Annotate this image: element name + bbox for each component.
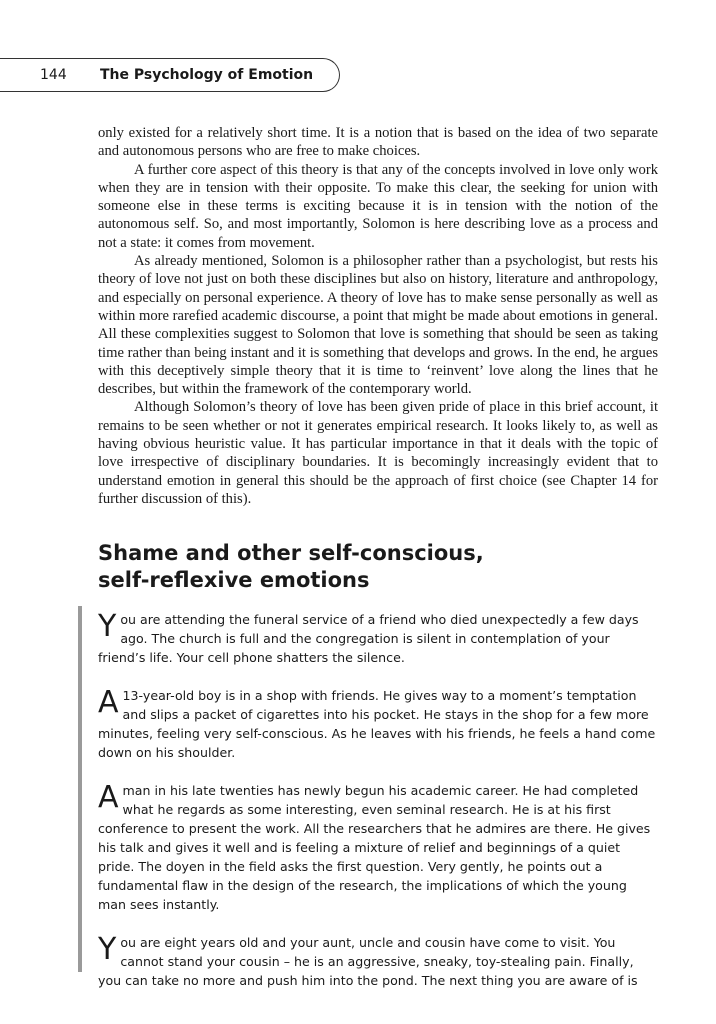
section-heading-line: self-reflexive emotions [98,568,370,592]
vignette-margin-rule [78,606,82,972]
vignette-box [98,610,658,1009]
vignette [98,933,658,990]
body-paragraph: As already mentioned, Solomon is a philosopher rather than a psychologist, but rests his theory of love not just on both these disciplines but also on history, literature and anthropology, and especially on personal experience. A theory of love has to make sense personally as well as within more rarefied academic discourse, a point that might be made about emotions in general. All these complexities suggest to Solomon that love is something that should be seen as taking time rather than being instant and it is something that develops and grows. In the end, he argues with this deceptively simple theory that it is time to ‘reinvent’ love along the lines that he describes, but within the framework of the contemporary world. [98,253,658,398]
section-heading-line: Shame and other self-conscious, [98,541,484,565]
running-title: The Psychology of Emotion [100,67,314,83]
vignette-text: ou are eight years old and your aunt, uncle and cousin have come to visit. You cannot stand your cousin – he is an aggressive, sneaky, toy-stealing pain. Finally, you can take no more and push him into the pond. The next thing you are aware of is [98,935,638,988]
body-text [98,124,658,508]
vignette [98,610,658,667]
vignette [98,781,658,914]
section-heading [98,540,638,594]
body-paragraph: Although Solomon’s theory of love has been given pride of place in this brief account, it remains to be seen whether or not it generates empirical research. It looks likely to, as well as having obvious heuristic value. It has particular importance in that it deals with the topic of love irrespective of disciplinary boundaries. It is becomingly increasingly evident that to understand emotion in general this should be the approach of first choice (see Chapter 14 for further discussion of this). [98,399,658,507]
body-paragraph: A further core aspect of this theory is that any of the concepts involved in love only work when they are in tension with their opposite. To make this clear, the seeking for union with someone else in these terms is exciting because it is in tension with the notion of the autonomous self. So, and most importantly, Solomon is here describing love as a process and not a state: it comes from movement. [98,161,658,251]
drop-cap: Y [98,609,117,644]
drop-cap: A [98,685,119,720]
vignette [98,686,658,762]
vignette-text: man in his late twenties has newly begun his academic career. He had completed what he regards as some interesting, even seminal research. He is at his first conference to present the work. All the researchers that he admires are there. He gives his talk and gives it well and is feeling a mixture of relief and beginnings of a quiet pride. The doyen in the field asks the first question. Very gently, he points out a fundamental flaw in the design of the research, the implications of which the young man sees instantly. [98,783,651,912]
drop-cap: Y [98,932,117,967]
vignette-text: 13-year-old boy is in a shop with friends. He gives way to a moment’s temptation and slips a packet of cigarettes into his pocket. He stays in the shop for a few more minutes, feeling very self-conscious. As he leaves with his friends, he feels a hand come down on his shoulder. [98,688,656,760]
page-number: 144 [40,67,67,83]
body-paragraph: only existed for a relatively short time. It is a notion that is based on the idea of two separate and autonomous persons who are free to make choices. [98,125,658,160]
vignette-text: ou are attending the funeral service of a friend who died unexpectedly a few days ago. The church is full and the congregation is silent in contemplation of your friend’s life. Your cell phone shatters the silence. [98,612,639,665]
drop-cap: A [98,780,119,815]
